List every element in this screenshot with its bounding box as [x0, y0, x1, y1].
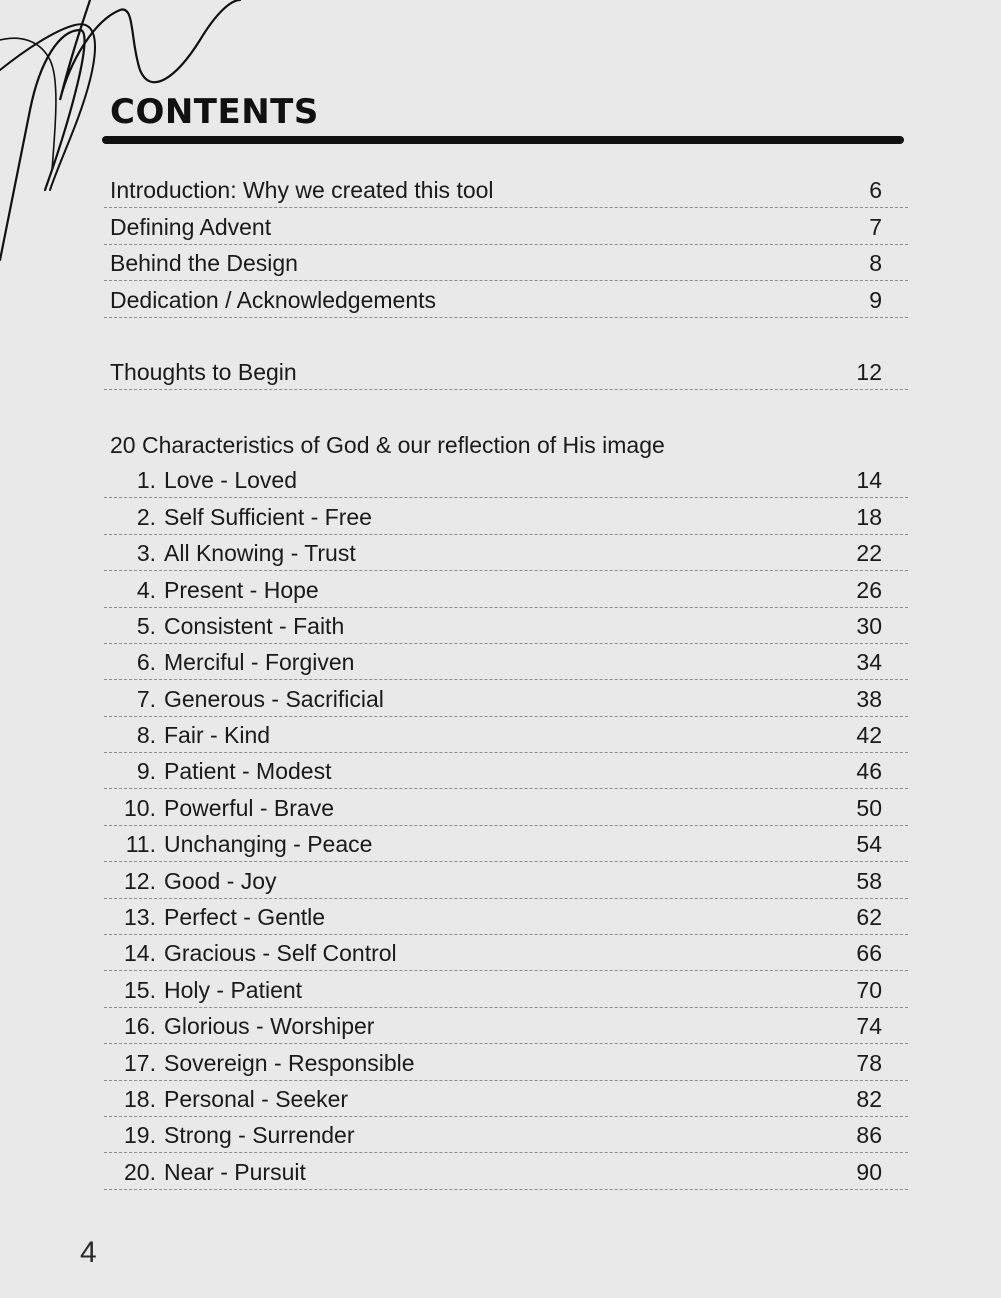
toc-entry-label: [118, 613, 344, 640]
toc-entry-page: 58: [856, 867, 882, 894]
toc-entry-number: 2.: [136, 503, 156, 530]
toc-entry-text: Powerful - Brave: [164, 794, 335, 821]
toc-entry-page: 82: [856, 1085, 882, 1112]
toc-entry-label: Behind the Design: [110, 250, 298, 277]
toc-entry-page: 90: [856, 1158, 882, 1185]
toc-entry-characteristic[interactable]: [104, 717, 908, 753]
toc-entry-page: 42: [856, 722, 882, 749]
toc-entry-number: 5.: [136, 612, 156, 639]
toc-entry-text: Fair - Kind: [164, 722, 271, 749]
toc-entry-characteristic[interactable]: [104, 498, 908, 534]
toc-entry-number: 4.: [136, 576, 156, 603]
toc-entry-text: Generous - Sacrificial: [164, 685, 384, 712]
toc-entry-text: Patient - Modest: [164, 758, 332, 785]
toc-entry-text: Love - Loved: [164, 467, 297, 494]
toc-entry-label: [118, 722, 270, 749]
toc-entry-page: 74: [856, 1013, 882, 1040]
toc-entry-page: 38: [856, 685, 882, 712]
toc-entry-number: 3.: [136, 540, 156, 567]
toc-entry-label: [118, 577, 319, 604]
toc-entry-characteristic[interactable]: [104, 1008, 908, 1044]
toc-entry-characteristic[interactable]: [104, 826, 908, 862]
toc-entry-characteristic[interactable]: [104, 1044, 908, 1080]
toc-entry-number: 6.: [136, 649, 156, 676]
toc-entry-label: [118, 868, 277, 895]
section-heading-label: 20 Characteristics of God & our reflection of His image: [110, 431, 665, 458]
page-number: 4: [80, 1236, 97, 1269]
toc-entry-number: 20.: [124, 1158, 156, 1185]
toc-entry-number: 9.: [136, 758, 156, 785]
toc-entry-text: Sovereign - Responsible: [164, 1049, 415, 1076]
toc-entry-characteristic[interactable]: [104, 789, 908, 825]
section-gap: [104, 390, 908, 426]
toc-entry-page: 54: [856, 831, 882, 858]
toc-entry-number: 8.: [136, 722, 156, 749]
toc-entry-page: 9: [869, 286, 882, 313]
toc-entry-label: Dedication / Acknowledgements: [110, 286, 437, 313]
toc-entry-page: 46: [856, 758, 882, 785]
toc-entry[interactable]: [104, 172, 908, 208]
toc-entry-label: [118, 1050, 415, 1077]
toc-entry-page: 66: [856, 940, 882, 967]
toc-entry-thoughts-to-begin[interactable]: [104, 354, 908, 390]
toc-entry-page: 8: [869, 250, 882, 277]
toc-entry-characteristic[interactable]: [104, 935, 908, 971]
toc-entry-text: Good - Joy: [164, 867, 277, 894]
toc-entry-number: 14.: [124, 940, 156, 967]
toc-entry-text: Self Sufficient - Free: [164, 503, 372, 530]
toc-entry-text: Holy - Patient: [164, 976, 303, 1003]
toc-entry-text: Glorious - Worshiper: [164, 1013, 375, 1040]
toc-entry-page: 26: [856, 576, 882, 603]
toc-entry-text: Unchanging - Peace: [164, 831, 373, 858]
toc-entry-characteristic[interactable]: [104, 644, 908, 680]
toc-entry-label: [118, 940, 397, 967]
toc-entry-page: 6: [869, 177, 882, 204]
toc-entry-characteristic[interactable]: [104, 462, 908, 498]
characteristics-heading: [104, 426, 908, 462]
toc-entry[interactable]: [104, 208, 908, 244]
toc-entry-number: 18.: [124, 1085, 156, 1112]
toc-entry-page: 18: [856, 503, 882, 530]
toc-entry-characteristic[interactable]: [104, 753, 908, 789]
toc-entry-label: [118, 1086, 348, 1113]
toc-entry-label: [118, 904, 325, 931]
toc-entry-number: 7.: [136, 685, 156, 712]
characteristics-list: [104, 462, 908, 1190]
toc-entry-page: 50: [856, 794, 882, 821]
toc-entry-label: [118, 686, 384, 713]
toc-entry-text: Perfect - Gentle: [164, 904, 326, 931]
toc-entry-label: Defining Advent: [110, 213, 272, 240]
toc-entry-characteristic[interactable]: [104, 680, 908, 716]
toc-entry-text: Strong - Surrender: [164, 1122, 355, 1149]
toc-entry-text: Merciful - Forgiven: [164, 649, 355, 676]
toc-entry-label: Thoughts to Begin: [110, 358, 297, 385]
toc-entry-characteristic[interactable]: [104, 971, 908, 1007]
toc-entry-number: 15.: [124, 976, 156, 1003]
toc-entry[interactable]: [104, 245, 908, 281]
table-of-contents: [104, 172, 908, 1190]
toc-entry-number: 11.: [125, 831, 156, 858]
toc-entry-page: 86: [856, 1122, 882, 1149]
toc-entry-page: 62: [856, 904, 882, 931]
toc-entry-label: [118, 1122, 354, 1149]
toc-entry-text: Gracious - Self Control: [164, 940, 397, 967]
toc-entry-characteristic[interactable]: [104, 608, 908, 644]
toc-entry-page: 30: [856, 612, 882, 639]
toc-entry-label: [118, 504, 372, 531]
toc-entry-text: Present - Hope: [164, 576, 319, 603]
toc-entry-characteristic[interactable]: [104, 862, 908, 898]
toc-entry-label: [118, 1013, 374, 1040]
front-matter-list: [104, 172, 908, 318]
toc-entry-characteristic[interactable]: [104, 1153, 908, 1189]
toc-entry-number: 12.: [124, 867, 156, 894]
toc-entry-characteristic[interactable]: [104, 1081, 908, 1117]
toc-entry-text: Near - Pursuit: [164, 1158, 306, 1185]
toc-entry-page: 78: [856, 1049, 882, 1076]
toc-entry-label: [118, 540, 356, 567]
toc-entry-page: 14: [856, 467, 882, 494]
toc-entry-number: 17.: [124, 1049, 156, 1076]
toc-entry-number: 19.: [124, 1122, 156, 1149]
toc-entry-label: [118, 831, 372, 858]
toc-entry-text: Consistent - Faith: [164, 612, 345, 639]
toc-entry-page: 7: [869, 213, 882, 240]
toc-entry[interactable]: [104, 281, 908, 317]
toc-entry-characteristic[interactable]: [104, 899, 908, 935]
toc-entry-text: Personal - Seeker: [164, 1085, 349, 1112]
toc-entry-label: [118, 467, 297, 494]
toc-entry-number: 13.: [124, 904, 156, 931]
title-underline: [102, 136, 904, 144]
toc-entry-number: 1.: [136, 467, 156, 494]
toc-entry-page: 22: [856, 540, 882, 567]
toc-entry-label: [118, 1159, 306, 1186]
toc-entry-page: 12: [856, 358, 882, 385]
toc-entry-number: 16.: [124, 1013, 156, 1040]
toc-entry-text: All Knowing - Trust: [164, 540, 356, 567]
toc-entry-label: [118, 977, 302, 1004]
toc-entry-label: [118, 758, 331, 785]
toc-entry-characteristic[interactable]: [104, 1117, 908, 1153]
section-gap: [104, 318, 908, 354]
toc-entry-page: 34: [856, 649, 882, 676]
toc-entry-characteristic[interactable]: [104, 535, 908, 571]
toc-entry-label: Introduction: Why we created this tool: [110, 177, 494, 204]
toc-entry-page: 70: [856, 976, 882, 1003]
page-title: CONTENTS: [110, 92, 319, 132]
toc-entry-characteristic[interactable]: [104, 571, 908, 607]
toc-entry-label: [118, 649, 354, 676]
toc-entry-number: 10.: [124, 794, 156, 821]
toc-entry-label: [118, 795, 334, 822]
